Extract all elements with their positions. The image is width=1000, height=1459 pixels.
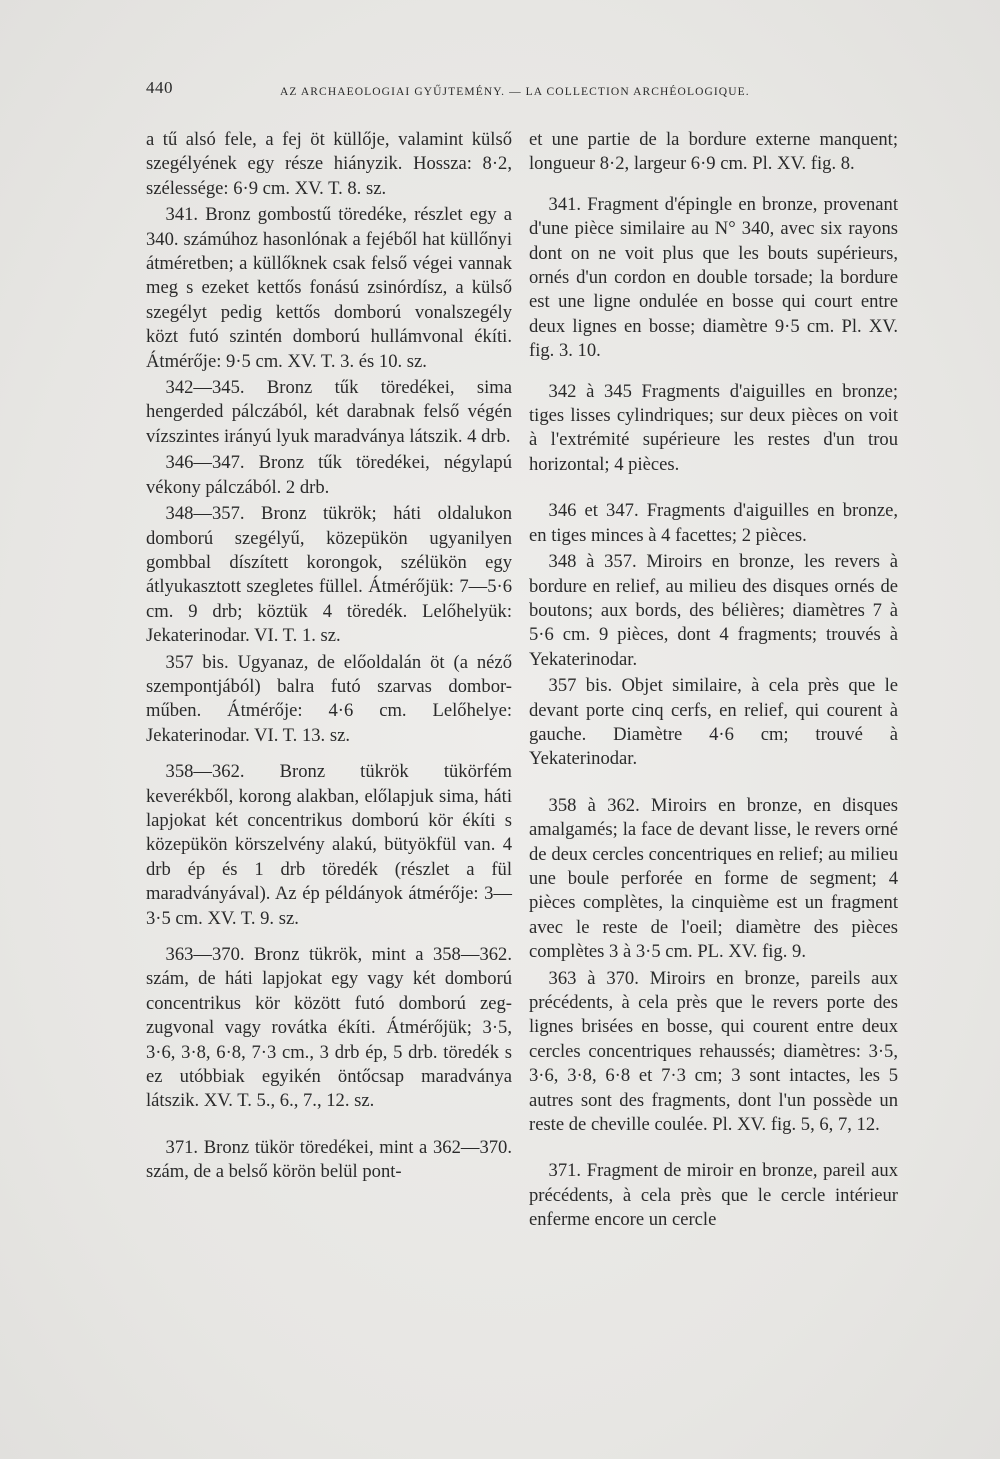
paragraph: 346—347. Bronz tűk töredékei, négylapú vékony pálczából. 2 drb. [146,452,512,498]
paragraph: 341. Fragment d'épingle en bronze, provenant d'une pièce similaire au N° 340, avec six rayons dont on ne voit plus que les bouts supérieurs, ornés d'un cordon en double torsade; la bordure est une ligne ondulée en bosse qui court entre deux lignes en bosse; diamètre 9·5 cm. Pl. XV. fig. 3. 10. [529,193,898,362]
paragraph: 357 bis. Ugyanaz, de előoldalán öt (a néző szempontjából) balra futó szarvas dombor-műben. Átmérője: 4·6 cm. Lelőhelye: Jekaterinodar. VI. T. 13. sz. [146,651,512,746]
paragraph: 341. Bronz gombostű töredéke, részlet egy a 340. számúhoz hasonlónak a fejéből hat küllőnyi átméretben; a küllőknek csak felső végei vannak meg s ezeket kettős fonású zsinórdísz, a külső szegélyt pedig kettős domború vonalszegély közt futó szintén domború hullámvonal ékíti. Átmérője: 9·5 cm. XV. T. 3. és 10. sz. [146,204,512,372]
paragraph: 358—362. Bronz tükrök tükörfém keverékből, korong alakban, előlapjuk sima, háti lapjokat két concentrikus domború kör ékíti s közepükön körszelvény alakú, bütyökfül van. 4 drb ép és 1 drb töredék (részlet a fül maradványával). Az ép példányok átmérője: 3—3·5 cm. XV. T. 9. sz. [146,761,512,929]
paragraph: 363 à 370. Miroirs en bronze, pareils aux précédents, à cela près que le revers porte des lignes brisées en bosse, qui courent entre deux cercles concentriques rehaussés; diamètres: 3·5, 3·6, 3·8, 6·8 et 7·3 cm; 3 sont intactes, les 5 autres sont des fragments, dont l'un possède un reste de cheville coulée. Pl. XV. fig. 5, 6, 7, 12. [529,967,898,1136]
page-number: 440 [146,78,173,97]
paragraph: 357 bis. Objet similaire, à cela près que le devant porte cinq cerfs, en relief, qui courent à gauche. Diamètre 4·6 cm; trouvé à Yekaterinodar. [529,675,898,770]
paragraph: 342—345. Bronz tűk töredékei, sima hengerded pálczából, két darabnak felső végén vízszintes irányú lyuk maradványa látszik. 4 drb. [146,377,512,447]
paragraph: 358 à 362. Miroirs en bronze, en disques amalgamés; la face de devant lisse, le revers orné de deux cercles concentriques en relief; au milieu une boule perforée en forme de segment; 4 pièces complètes, la cinquième est un fragment avec le reste de l'oeil; diamètre des pièces complètes 3 à 3·5 cm. PL. XV. fig. 9. [529,794,898,963]
paragraph: et une partie de la bordure externe manquent; longueur 8·2, largeur 6·9 cm. Pl. XV. fig. 8. [529,129,898,175]
paragraph: a tű alsó fele, a fej öt küllője, valamint külső szegélyének egy része hiányzik. Hossza: 8·2, szélessége: 6·9 cm. XV. T. 8. sz. [146,129,512,199]
paragraph: 342 à 345 Fragments d'aiguilles en bronze; tiges lisses cylindriques; sur deux pièces on voit à l'extrémité supérieure les restes d'un trou horizontal; 4 pièces. [529,380,898,475]
paragraph: 371. Fragment de miroir en bronze, pareil aux précédents, à cela près que le cercle intérieur enferme encore un cercle [529,1160,898,1231]
running-title: AZ ARCHAEOLOGIAI GYŰJTEMÉNY. — LA COLLECTION ARCHÉOLOGIQUE. [280,86,750,98]
paragraph: 371. Bronz tükör töredékei, mint a 362—370. szám, de a belső körön belül pont- [146,1136,512,1183]
paragraph: 348—357. Bronz tükrök; háti oldalukon domború szegélyű, közepükön ugyanilyen gombbal díszített korongok, szélükön egy átlyukasztott szegletes füllel. Átmérőjük: 7—5·6 cm. 9 drb; köztük 4 töredék. Lelőhelyük: Jekaterinodar. VI. T. 1. sz. [146,503,512,647]
paragraph: 348 à 357. Miroirs en bronze, les revers à bordure en relief, au milieu des disques ornés de boutons; aux bords, des bélières; diamètres 7 à 5·6 cm. 9 pièces, dont 4 fragments; trouvés à Yekaterinodar. [529,551,898,670]
french-column [529,128,898,1233]
page-header [146,78,786,108]
paragraph: 363—370. Bronz tükrök, mint a 358—362. szám, de háti lapjokat egy vagy két domború concentrikus kör között futó domború zeg-zugvonal vagy rovátka ékíti. Átmérőjük; 3·5, 3·6, 3·8, 6·8, 7·3 cm., 3 drb ép, 5 drb. töredék s ez utóbbiak egyikén öntőcsap maradványa látszik. XV. T. 5., 6., 7., 12. sz. [146,944,512,1112]
paragraph: 346 et 347. Fragments d'aiguilles en bronze, en tiges minces à 4 facettes; 2 pièces. [529,500,898,546]
hungarian-column [146,128,512,1185]
